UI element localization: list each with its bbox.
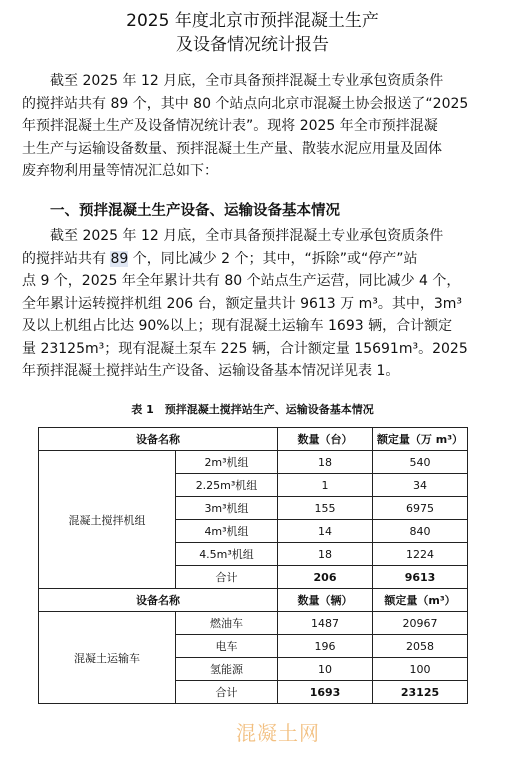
table-cell: 10	[278, 658, 373, 681]
table-cell: 18	[278, 451, 373, 474]
table-header-row	[39, 428, 468, 451]
intro-line: 废弃物利用量等情况汇总如下：	[22, 163, 218, 179]
table-caption: 表 1 预拌混凝土搅拌站生产、运输设备基本情况	[131, 403, 374, 416]
total-cell: 1693	[278, 681, 373, 704]
header-cell: 额定量（m³）	[373, 589, 468, 612]
section1-line: 年预拌混凝土搅拌站生产设备、运输设备基本情况详见表 1。	[22, 363, 400, 379]
total-cell: 9613	[373, 566, 468, 589]
report-title-line1: 2025 年度北京市预拌混凝土生产	[126, 11, 379, 31]
section1-line: 点 9 个，2025 年全年累计共有 80 个站点生产运营，同比减少 4 个，	[22, 273, 461, 289]
intro-paragraph	[22, 70, 487, 183]
table-header-row	[39, 589, 468, 612]
total-cell: 206	[278, 566, 373, 589]
section1-line	[22, 248, 487, 271]
header-cell: 额定量（万 m³）	[373, 428, 468, 451]
header-cell: 设备名称	[39, 589, 278, 612]
table-row	[39, 451, 468, 474]
table-cell: 2m³机组	[176, 451, 278, 474]
table-cell: 1	[278, 474, 373, 497]
report-title-line2: 及设备情况统计报告	[176, 35, 329, 55]
table-cell: 6975	[373, 497, 468, 520]
table-cell: 18	[278, 543, 373, 566]
section1-text: 个，同比减少 2 个；其中，“拆除”或“停产”站	[128, 250, 418, 267]
intro-line: 截至 2025 年 12 月底，全市具备预拌混凝土专业承包资质条件	[50, 73, 444, 89]
total-label: 合计	[176, 566, 278, 589]
table-cell: 3m³机组	[176, 497, 278, 520]
table-cell: 4m³机组	[176, 520, 278, 543]
section1-line: 量 23125m³；现有混凝土泵车 225 辆，合计额定量 15691m³。2025	[22, 340, 468, 357]
intro-line: 的搅拌站共有 89 个，其中 80 个站点向北京市混凝土协会报送了“2025	[22, 95, 469, 112]
section1-text: 的搅拌站共有	[22, 250, 111, 267]
table-cell: 14	[278, 520, 373, 543]
table-row	[39, 612, 468, 635]
table-cell: 2058	[373, 635, 468, 658]
table-cell: 100	[373, 658, 468, 681]
table-cell: 540	[373, 451, 468, 474]
intro-line: 年预拌混凝土生产及设备情况统计表”。现将 2025 年全市预拌混凝	[22, 118, 438, 134]
group-cell: 混凝土运输车	[39, 612, 176, 704]
table-cell: 1487	[278, 612, 373, 635]
group-cell: 混凝土搅拌机组	[39, 451, 176, 589]
table-cell: 1224	[373, 543, 468, 566]
table-cell: 20967	[373, 612, 468, 635]
total-label: 合计	[176, 681, 278, 704]
header-cell: 数量（辆）	[278, 589, 373, 612]
table-cell: 燃油车	[176, 612, 278, 635]
equipment-table	[38, 427, 468, 704]
section1-paragraph	[22, 225, 487, 383]
section1-line: 全年累计运转搅拌机组 206 台，额定量共计 9613 万 m³。其中，3m³	[22, 295, 463, 312]
table-cell: 155	[278, 497, 373, 520]
header-cell: 设备名称	[39, 428, 278, 451]
table-cell: 196	[278, 635, 373, 658]
section1-line: 及以上机组占比达 90%以上；现有混凝土运输车 1693 辆，合计额定	[22, 318, 453, 334]
table-cell: 氢能源	[176, 658, 278, 681]
section1-line: 截至 2025 年 12 月底，全市具备预拌混凝土专业承包资质条件	[50, 228, 444, 244]
table-cell: 840	[373, 520, 468, 543]
table-cell: 34	[373, 474, 468, 497]
watermark-logo: 混凝土网	[236, 721, 320, 745]
table-cell: 电车	[176, 635, 278, 658]
intro-line: 土生产与运输设备数量、预拌混凝土生产量、散装水泥应用量及固体	[22, 140, 442, 157]
section1-heading: 一、预拌混凝土生产设备、运输设备基本情况	[50, 203, 340, 219]
table-cell: 4.5m³机组	[176, 543, 278, 566]
table-cell: 2.25m³机组	[176, 474, 278, 497]
header-cell: 数量（台）	[278, 428, 373, 451]
highlighted-number: 89	[110, 250, 129, 267]
total-cell: 23125	[373, 681, 468, 704]
